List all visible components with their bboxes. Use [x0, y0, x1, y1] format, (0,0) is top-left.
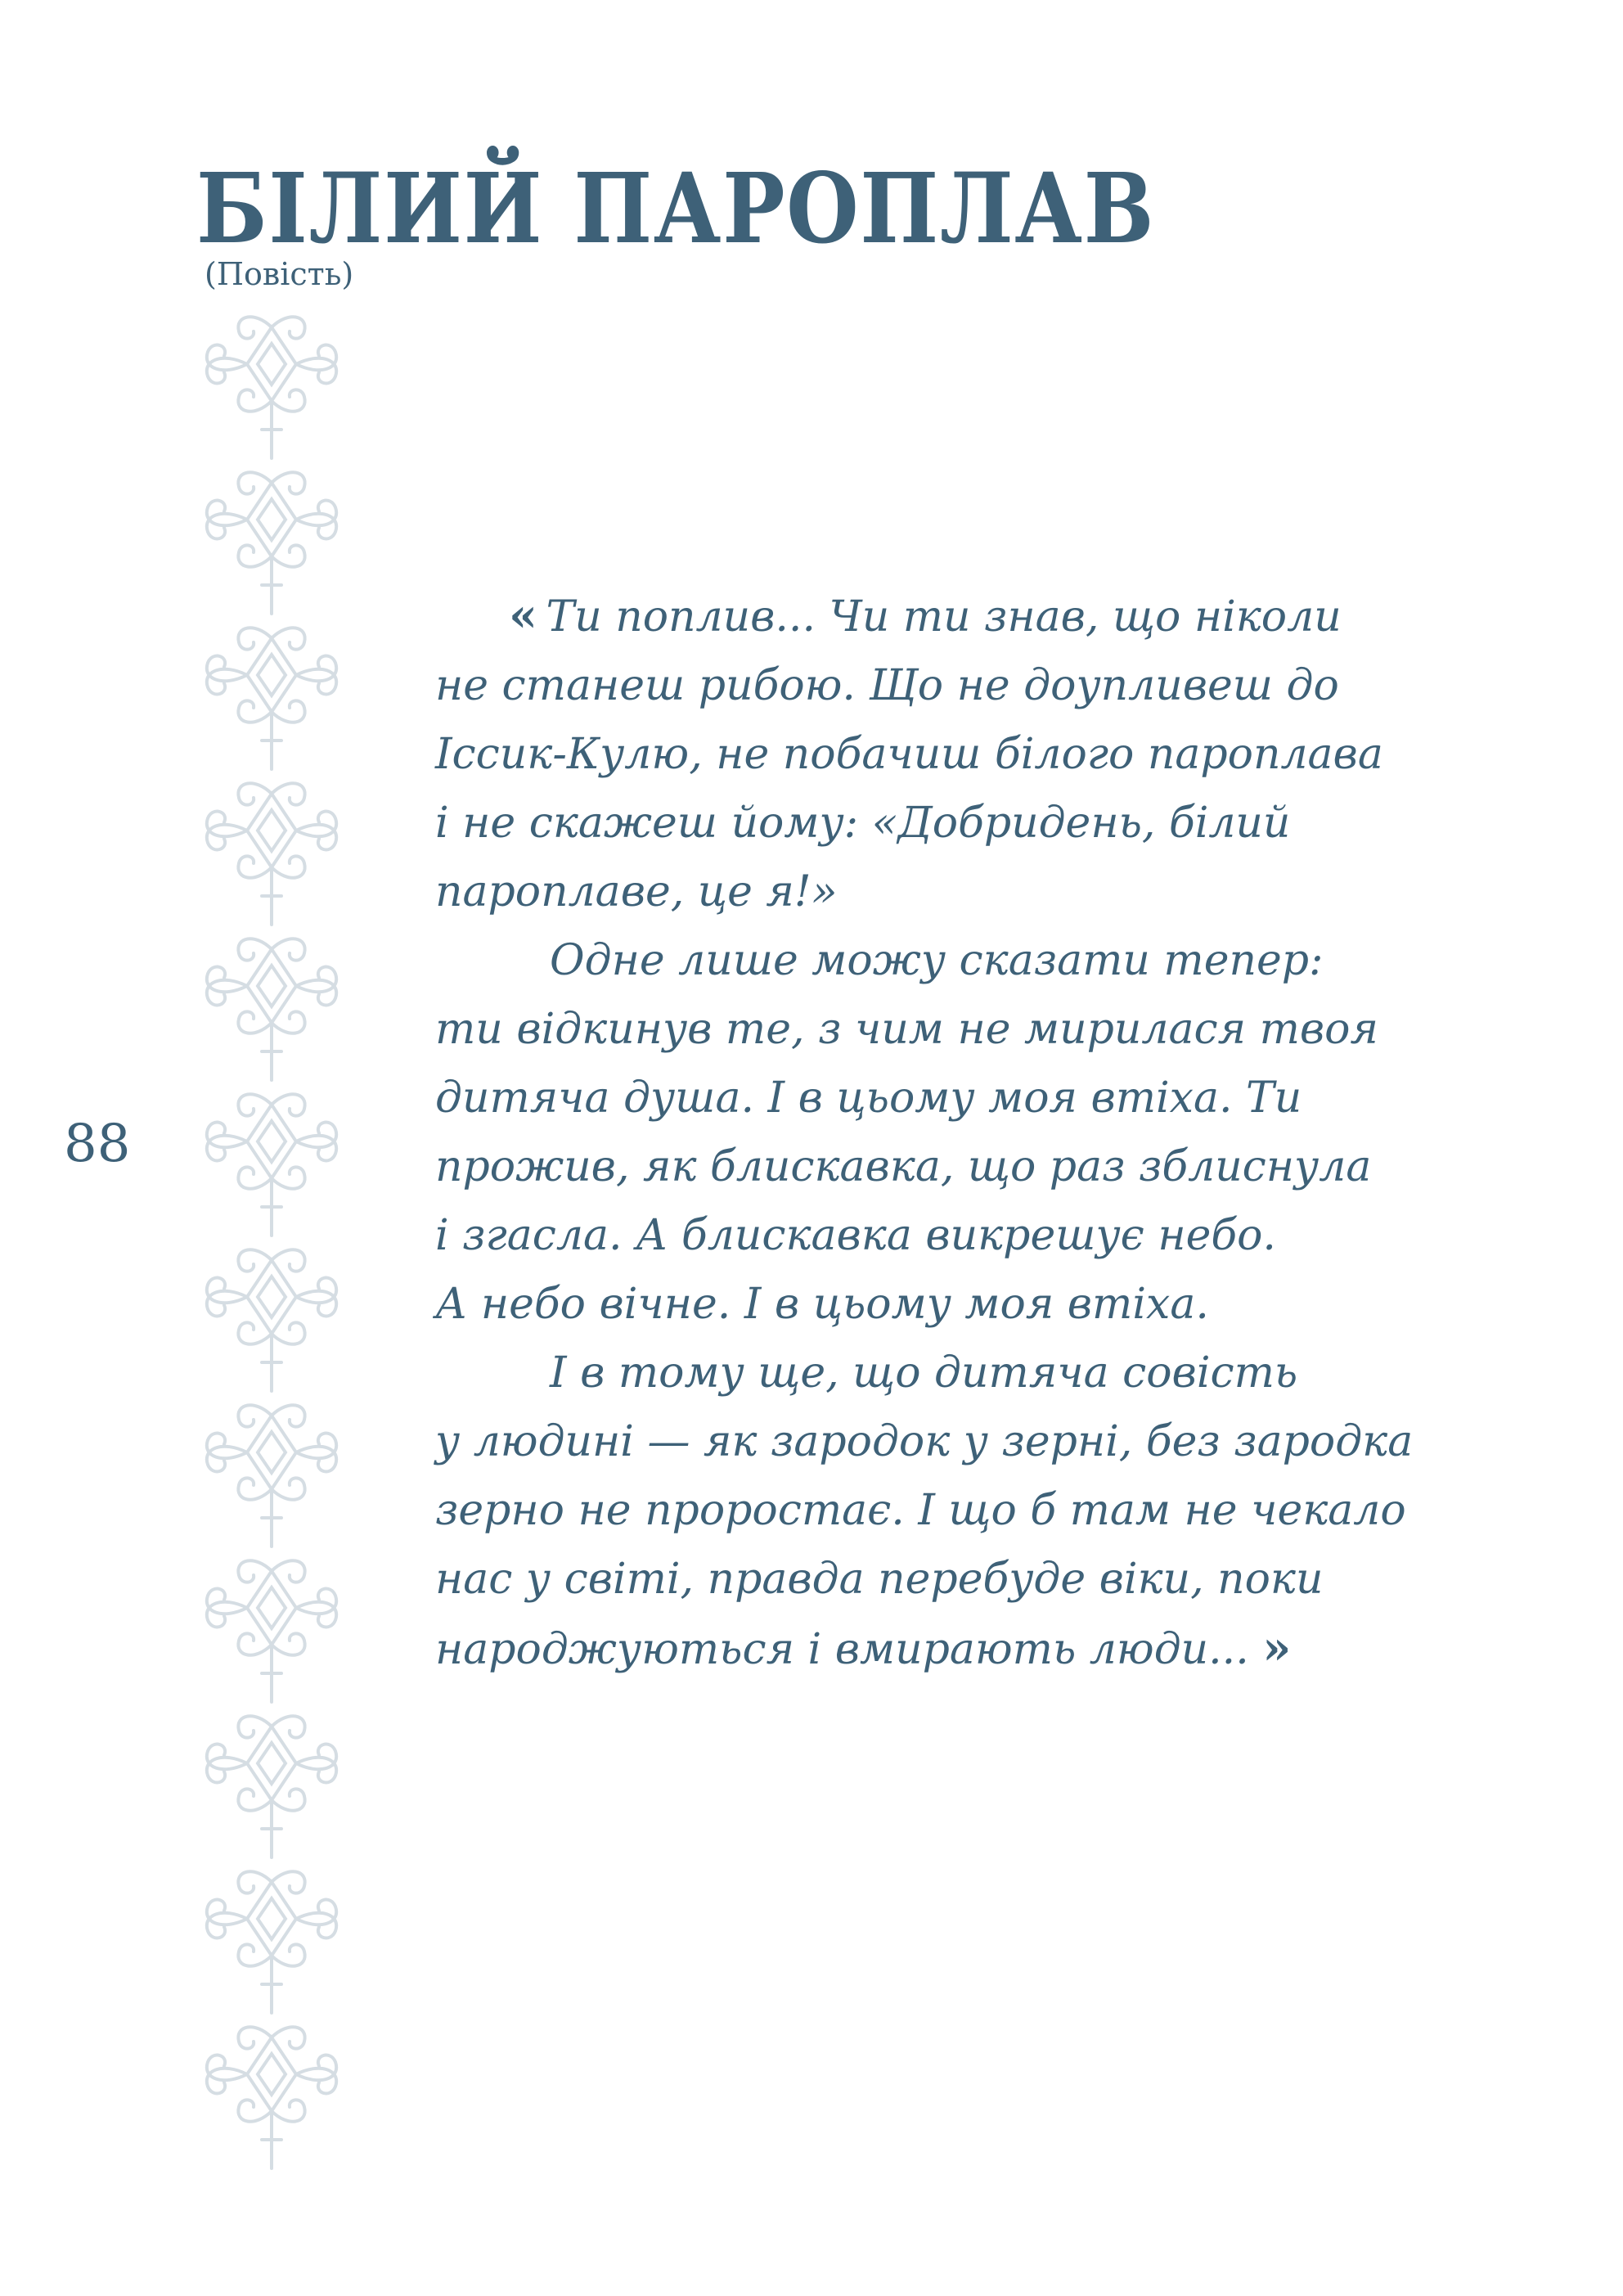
- quote-line: у людині — як зародок у зерні, без зародка: [435, 1417, 1414, 1466]
- quote-paragraph-3: [435, 1339, 1433, 1684]
- open-quote-mark: «: [509, 588, 533, 642]
- quote-paragraph-1: [435, 581, 1433, 926]
- quote-line: зерно не проростає. І що б там не чекало: [435, 1486, 1406, 1535]
- ornament-column-icon: [190, 303, 353, 2185]
- quote-block: [435, 581, 1433, 1684]
- quote-line: дитяча душа. І в цьому моя втіха. Ти: [435, 1074, 1302, 1123]
- quote-line: прожив, як блискавка, що раз зблиснула: [435, 1142, 1372, 1191]
- quote-line: нас у світі, правда перебуде віки, поки: [435, 1555, 1324, 1604]
- quote-paragraph-2: [435, 926, 1433, 1339]
- close-quote-mark: »: [1262, 1621, 1287, 1675]
- page-number: 88: [64, 1114, 131, 1174]
- quote-line: і не скажеш йому: «Добридень, білий: [435, 799, 1291, 848]
- quote-line: А небо вічне. І в цьому моя втіха.: [435, 1280, 1209, 1329]
- quote-line: « Ти поплив... Чи ти знав, що ніколи: [509, 588, 1342, 642]
- page-subtitle: (Повість): [205, 256, 354, 292]
- quote-line: Одне лише можу сказати тепер:: [550, 936, 1324, 985]
- quote-line: І в тому ще, що дитяча совість: [550, 1348, 1298, 1398]
- quote-line: народжуються і вмирають люди... »: [435, 1621, 1287, 1675]
- quote-line: не станеш рибою. Що не доупливеш до: [435, 661, 1339, 710]
- page-title: БІЛИЙ ПАРОПЛАВ: [196, 151, 1156, 265]
- quote-line: ти відкинув те, з чим не мирилася твоя: [435, 1005, 1378, 1054]
- quote-line: і згасла. А блискавка викрешує небо.: [435, 1211, 1276, 1260]
- quote-line: Іссик-Кулю, не побачиш білого пароплава: [435, 730, 1383, 779]
- quote-line: пароплаве, це я!»: [435, 867, 838, 916]
